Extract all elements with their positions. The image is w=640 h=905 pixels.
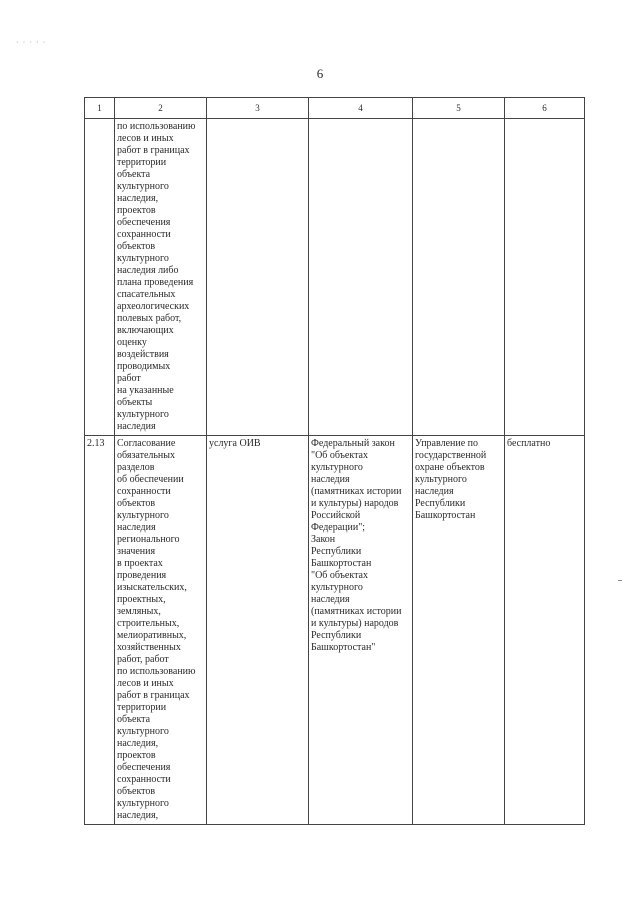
table-row-continuation xyxy=(85,119,585,436)
cell-fee xyxy=(505,119,585,436)
cell-service-type: услуга ОИВ xyxy=(207,436,309,825)
header-col-2: 2 xyxy=(115,98,207,119)
table-row-2-13 xyxy=(85,436,585,825)
page-number: 6 xyxy=(316,66,324,81)
cell-legal-basis: Федеральный закон "Об объектах культурного наследия (памятниках истории и культуры) народов Российской Федерации"; Закон Республики Башкортостан "Об объектах культурного наследия (памятниках истории и культуры) народов Республики Башкортостан" xyxy=(309,436,413,825)
scan-artifact: · · · · · xyxy=(16,38,47,47)
services-table xyxy=(84,97,585,825)
header-col-4: 4 xyxy=(309,98,413,119)
cell-authority: Управление по государственной охране объектов культурного наследия Республики Башкортостан xyxy=(413,436,505,825)
header-col-5: 5 xyxy=(413,98,505,119)
cell-authority xyxy=(413,119,505,436)
cell-service-name: Согласование обязательных разделов об обеспечении сохранности объектов культурного наследия регионального значения в проектах проведения изыскательских, проектных, земляных, строительных, мелиоративных, хозяйственных работ, работ по использованию лесов и иных работ в границах территории объекта культурного наследия, проектов обеспечения сохранности объектов культурного наследия, xyxy=(115,436,207,825)
header-col-1: 1 xyxy=(85,98,115,119)
cell-legal-basis xyxy=(309,119,413,436)
header-col-6: 6 xyxy=(505,98,585,119)
cell-fee: бесплатно xyxy=(505,436,585,825)
cell-number: 2.13 xyxy=(85,436,115,825)
cell-service-type xyxy=(207,119,309,436)
cell-service-name: по использованию лесов и иных работ в границах территории объекта культурного наследия, проектов обеспечения сохранности объектов культурного наследия либо плана проведения спасательных археологических полевых работ, включающих оценку воздействия проводимых работ на указанные объекты культурного наследия xyxy=(115,119,207,436)
table-header-row xyxy=(85,98,585,119)
cell-number xyxy=(85,119,115,436)
margin-mark xyxy=(618,580,622,581)
header-col-3: 3 xyxy=(207,98,309,119)
